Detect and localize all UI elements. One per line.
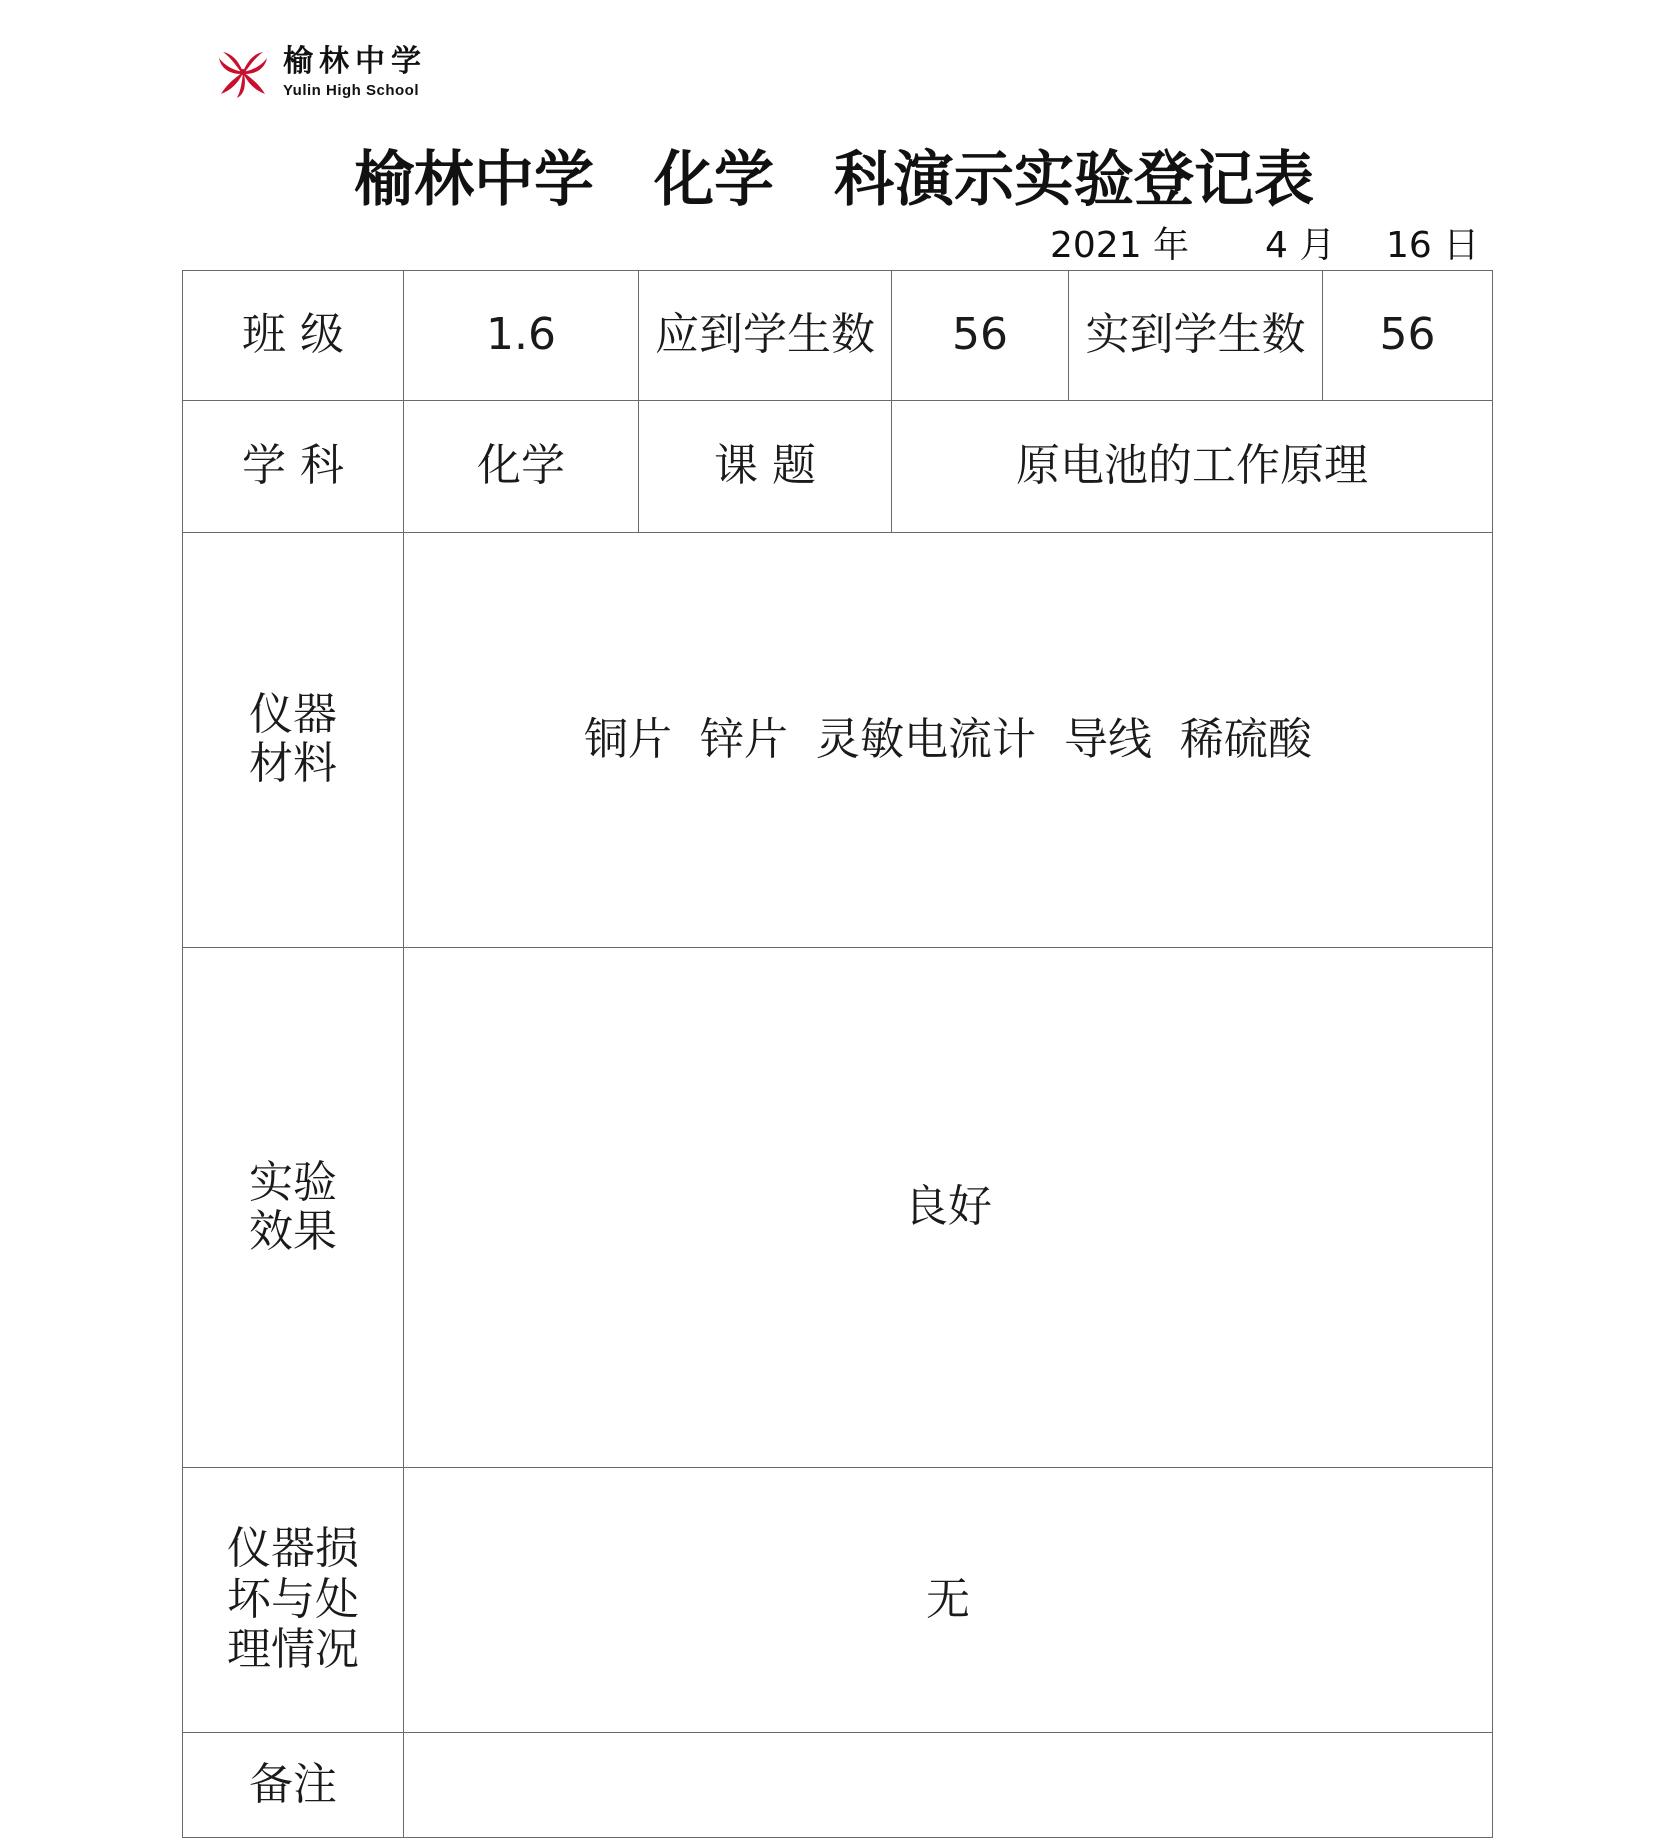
actual-value-cell [1323,271,1493,401]
materials-value: 铜片 锌片 灵敏电流计 导线 稀硫酸 [584,713,1312,765]
subject-value-cell [404,401,639,533]
damage-value-cell [404,1468,1493,1733]
subject-value: 化学 [477,440,565,492]
school-emblem-icon [215,44,271,100]
topic-label: 课 题 [714,440,816,492]
class-value: 1.6 [486,309,556,361]
expected-label-cell [639,271,892,401]
expected-students-value: 56 [952,309,1008,361]
remarks-label-cell [183,1733,404,1838]
remarks-value-cell [404,1733,1493,1838]
expected-students-label: 应到学生数 [655,309,875,361]
topic-value: 原电池的工作原理 [1016,440,1368,492]
remarks-label: 备注 [249,1758,337,1810]
actual-label-cell [1069,271,1323,401]
table-row [183,1733,1493,1838]
school-logo [215,44,427,100]
effect-value: 良好 [904,1181,992,1233]
materials-label-cell [183,533,404,948]
topic-value-cell [892,401,1493,533]
date-day: 16 日 [1386,225,1480,266]
registration-table [182,270,1493,1838]
class-label: 班 级 [242,309,344,361]
damage-value: 无 [926,1573,970,1625]
subject-label: 学 科 [242,440,344,492]
effect-label-cell [183,948,404,1468]
expected-value-cell [892,271,1069,401]
date-month: 4 月 [1265,225,1336,266]
materials-value-cell [404,533,1493,948]
table-row [183,401,1493,533]
class-value-cell [404,271,639,401]
subject-label-cell [183,401,404,533]
table-row [183,271,1493,401]
materials-label: 仪器材料 [249,689,337,790]
table-row [183,1468,1493,1733]
date-year: 2021 年 [1050,225,1190,266]
page-title: 榆林中学 化学 科演示实验登记表 [354,145,1314,215]
effect-value-cell [404,948,1493,1468]
effect-label: 实验效果 [249,1156,337,1257]
topic-label-cell [639,401,892,533]
table-row [183,533,1493,948]
class-label-cell [183,271,404,401]
damage-label-cell [183,1468,404,1733]
logo-english-name: Yulin High School [283,81,419,99]
actual-students-value: 56 [1379,309,1436,361]
table-row [183,948,1493,1468]
damage-label: 仪器损坏与处理情况 [227,1523,359,1676]
logo-chinese-name: 榆林中学 [283,43,427,79]
actual-students-label: 实到学生数 [1085,309,1306,361]
